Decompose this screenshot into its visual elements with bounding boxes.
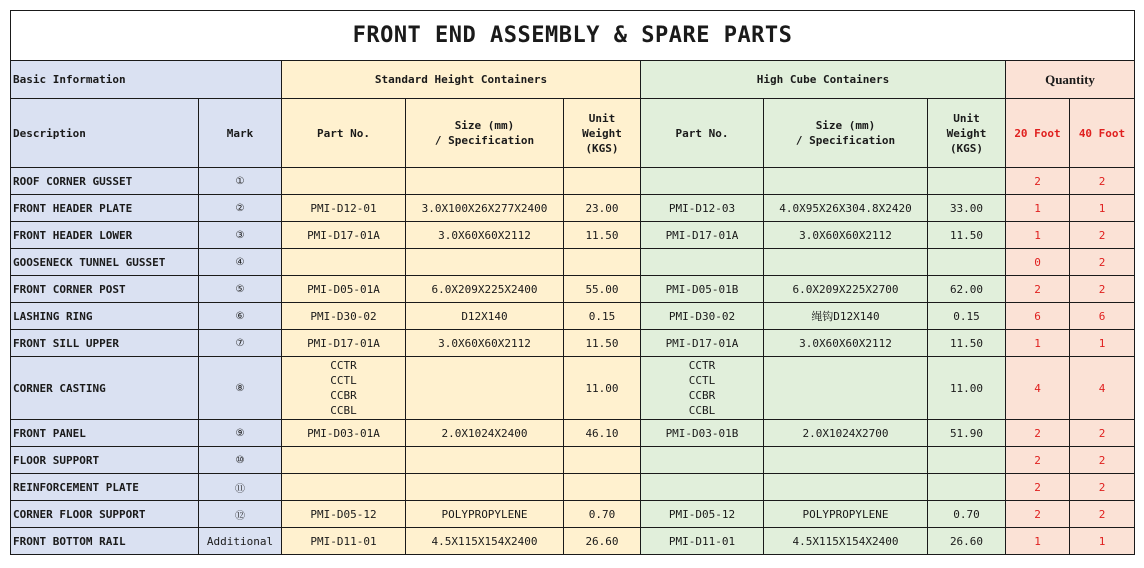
col-std-weight-line2: Weight [582, 126, 622, 140]
std-part-no-cell [282, 249, 406, 276]
column-header-row [11, 99, 1135, 168]
std-part-no-cell: PMI-D03-01A [282, 420, 406, 447]
hc-part-no-cell: PMI-D05-01B [641, 276, 764, 303]
qty-40-foot-cell: 1 [1070, 528, 1135, 555]
qty-20-foot-cell: 4 [1006, 357, 1070, 420]
std-size-cell: 2.0X1024X2400 [406, 420, 564, 447]
hc-part-no-cell: PMI-D11-01 [641, 528, 764, 555]
hc-size-cell: 3.0X60X60X2112 [764, 330, 928, 357]
table-row [11, 249, 1135, 276]
description-cell: FRONT CORNER POST [11, 276, 199, 303]
table-row [11, 357, 1135, 420]
qty-40-foot-cell: 2 [1070, 222, 1135, 249]
std-part-no-cell [282, 474, 406, 501]
table-row [11, 474, 1135, 501]
col-std-weight-line3: (KGS) [585, 141, 619, 155]
hc-part-no-cell [641, 357, 764, 420]
hc-weight-cell [928, 474, 1006, 501]
std-part-no-cell [282, 447, 406, 474]
description-cell: CORNER CASTING [11, 357, 199, 420]
col-description: Description [11, 99, 199, 168]
qty-20-foot-cell: 2 [1006, 447, 1070, 474]
hc-part-no-cell: PMI-D30-02 [641, 303, 764, 330]
hc-weight-cell: 0.70 [928, 501, 1006, 528]
std-weight-cell [564, 447, 641, 474]
col-hc-weight [928, 99, 1006, 168]
hc-part-no-cell-line: CCBR [688, 389, 716, 402]
qty-40-foot-cell: 2 [1070, 420, 1135, 447]
mark-cell: ④ [199, 249, 282, 276]
table-row [11, 222, 1135, 249]
std-size-cell [406, 357, 564, 420]
hc-part-no-cell [641, 447, 764, 474]
mark-cell: ① [199, 168, 282, 195]
hc-size-cell [764, 357, 928, 420]
hc-part-no-cell: PMI-D17-01A [641, 330, 764, 357]
hc-part-no-cell: PMI-D03-01B [641, 420, 764, 447]
group-quantity: Quantity [1006, 61, 1135, 99]
std-weight-cell [564, 249, 641, 276]
std-size-cell: 6.0X209X225X2400 [406, 276, 564, 303]
std-size-cell [406, 447, 564, 474]
hc-part-no-cell [641, 249, 764, 276]
description-cell: FRONT BOTTOM RAIL [11, 528, 199, 555]
std-size-cell: 3.0X60X60X2112 [406, 222, 564, 249]
qty-40-foot-cell: 6 [1070, 303, 1135, 330]
col-hc-size-line1: Size (mm) [815, 119, 876, 132]
mark-cell: ② [199, 195, 282, 222]
hc-part-no-cell: PMI-D05-12 [641, 501, 764, 528]
std-weight-cell: 0.70 [564, 501, 641, 528]
std-weight-cell: 11.50 [564, 222, 641, 249]
hc-size-cell: 2.0X1024X2700 [764, 420, 928, 447]
description-cell: FRONT HEADER LOWER [11, 222, 199, 249]
table-row [11, 330, 1135, 357]
qty-40-foot-cell: 2 [1070, 474, 1135, 501]
hc-weight-cell: 62.00 [928, 276, 1006, 303]
col-mark: Mark [199, 99, 282, 168]
hc-part-no-cell-line: CCBL [688, 404, 716, 417]
qty-20-foot-cell: 1 [1006, 330, 1070, 357]
qty-20-foot-cell: 6 [1006, 303, 1070, 330]
hc-size-cell [764, 249, 928, 276]
std-size-cell [406, 474, 564, 501]
std-weight-cell: 23.00 [564, 195, 641, 222]
std-part-no-cell: PMI-D12-01 [282, 195, 406, 222]
std-weight-cell: 46.10 [564, 420, 641, 447]
page-title: FRONT END ASSEMBLY & SPARE PARTS [11, 11, 1135, 61]
std-part-no-cell: PMI-D17-01A [282, 222, 406, 249]
table-row [11, 447, 1135, 474]
hc-size-cell [764, 474, 928, 501]
std-size-cell: 4.5X115X154X2400 [406, 528, 564, 555]
col-std-weight-line1: Unit [588, 111, 616, 125]
std-size-cell: 3.0X60X60X2112 [406, 330, 564, 357]
hc-size-cell: 3.0X60X60X2112 [764, 222, 928, 249]
spare-parts-table [10, 10, 1135, 555]
description-cell: FRONT PANEL [11, 420, 199, 447]
std-weight-cell [564, 168, 641, 195]
mark-cell: ⑪ [199, 474, 282, 501]
hc-part-no-cell [641, 474, 764, 501]
hc-weight-cell [928, 249, 1006, 276]
table-row [11, 168, 1135, 195]
qty-20-foot-cell: 1 [1006, 222, 1070, 249]
col-std-size-line1: Size (mm) [454, 119, 515, 132]
std-part-no-cell: PMI-D05-12 [282, 501, 406, 528]
qty-20-foot-cell: 1 [1006, 195, 1070, 222]
group-basic-information: Basic Information [11, 61, 282, 99]
col-hc-weight-line1: Unit [953, 111, 980, 125]
qty-40-foot-cell: 2 [1070, 276, 1135, 303]
mark-cell: Additional [199, 528, 282, 555]
qty-20-foot-cell: 2 [1006, 168, 1070, 195]
hc-part-no-cell: PMI-D12-03 [641, 195, 764, 222]
mark-cell: ③ [199, 222, 282, 249]
std-part-no-cell-line: CCTL [330, 374, 357, 387]
mark-cell: ⑥ [199, 303, 282, 330]
group-high-cube: High Cube Containers [641, 61, 1006, 99]
hc-size-cell [764, 447, 928, 474]
description-cell: FLOOR SUPPORT [11, 447, 199, 474]
description-cell: FRONT HEADER PLATE [11, 195, 199, 222]
hc-size-cell: 4.0X95X26X304.8X2420 [764, 195, 928, 222]
hc-weight-cell: 11.50 [928, 330, 1006, 357]
group-standard-height: Standard Height Containers [282, 61, 641, 99]
col-std-part-no: Part No. [282, 99, 406, 168]
group-header-row [11, 61, 1135, 99]
hc-weight-cell: 11.50 [928, 222, 1006, 249]
qty-40-foot-cell: 4 [1070, 357, 1135, 420]
mark-cell: ⑧ [199, 357, 282, 420]
table-body [11, 168, 1135, 555]
col-std-weight [564, 99, 641, 168]
hc-size-cell: 绳钩D12X140 [764, 303, 928, 330]
table-row [11, 195, 1135, 222]
std-size-cell [406, 168, 564, 195]
qty-40-foot-cell: 1 [1070, 195, 1135, 222]
qty-20-foot-cell: 2 [1006, 474, 1070, 501]
std-part-no-cell-line: CCBL [330, 404, 357, 417]
description-cell: REINFORCEMENT PLATE [11, 474, 199, 501]
std-size-cell: 3.0X100X26X277X2400 [406, 195, 564, 222]
table-row [11, 276, 1135, 303]
hc-weight-cell: 11.00 [928, 357, 1006, 420]
std-weight-cell: 26.60 [564, 528, 641, 555]
hc-weight-cell: 33.00 [928, 195, 1006, 222]
mark-cell: ⑤ [199, 276, 282, 303]
std-part-no-cell-line: CCBR [330, 389, 357, 402]
hc-part-no-cell [641, 168, 764, 195]
qty-40-foot-cell: 2 [1070, 168, 1135, 195]
qty-40-foot-cell: 2 [1070, 501, 1135, 528]
col-std-size [406, 99, 564, 168]
std-size-cell [406, 249, 564, 276]
qty-40-foot-cell: 2 [1070, 249, 1135, 276]
hc-weight-cell: 0.15 [928, 303, 1006, 330]
std-weight-cell [564, 474, 641, 501]
qty-20-foot-cell: 2 [1006, 276, 1070, 303]
description-cell: CORNER FLOOR SUPPORT [11, 501, 199, 528]
col-hc-weight-line3: (KGS) [949, 141, 984, 155]
std-weight-cell: 11.50 [564, 330, 641, 357]
table-row [11, 501, 1135, 528]
hc-size-cell: 6.0X209X225X2700 [764, 276, 928, 303]
hc-size-cell: 4.5X115X154X2400 [764, 528, 928, 555]
hc-part-no-cell-line: CCTR [688, 359, 716, 372]
qty-20-foot-cell: 1 [1006, 528, 1070, 555]
description-cell: LASHING RING [11, 303, 199, 330]
hc-size-cell [764, 168, 928, 195]
std-size-cell: D12X140 [406, 303, 564, 330]
hc-weight-cell: 51.90 [928, 420, 1006, 447]
std-part-no-cell [282, 168, 406, 195]
qty-40-foot-cell: 1 [1070, 330, 1135, 357]
std-part-no-cell-line: CCTR [330, 359, 357, 372]
std-weight-cell: 11.00 [564, 357, 641, 420]
description-cell: ROOF CORNER GUSSET [11, 168, 199, 195]
std-part-no-cell: PMI-D11-01 [282, 528, 406, 555]
col-std-size-line2: / Specification [434, 134, 535, 147]
hc-size-cell: POLYPROPYLENE [764, 501, 928, 528]
col-hc-size-line2: / Specification [795, 134, 896, 147]
col-hc-size [764, 99, 928, 168]
mark-cell: ⑫ [199, 501, 282, 528]
col-hc-part-no: Part No. [641, 99, 764, 168]
col-hc-weight-line2: Weight [946, 126, 987, 140]
qty-20-foot-cell: 0 [1006, 249, 1070, 276]
description-cell: GOOSENECK TUNNEL GUSSET [11, 249, 199, 276]
std-weight-cell: 55.00 [564, 276, 641, 303]
title-row [11, 11, 1135, 61]
mark-cell: ⑦ [199, 330, 282, 357]
hc-part-no-cell: PMI-D17-01A [641, 222, 764, 249]
std-part-no-cell: PMI-D05-01A [282, 276, 406, 303]
hc-weight-cell [928, 447, 1006, 474]
std-weight-cell: 0.15 [564, 303, 641, 330]
std-size-cell: POLYPROPYLENE [406, 501, 564, 528]
qty-40-foot-cell: 2 [1070, 447, 1135, 474]
mark-cell: ⑨ [199, 420, 282, 447]
table-row [11, 420, 1135, 447]
col-qty-40-foot: 40 Foot [1070, 99, 1135, 168]
description-cell: FRONT SILL UPPER [11, 330, 199, 357]
hc-part-no-cell-line: CCTL [688, 374, 716, 387]
table-row [11, 303, 1135, 330]
std-part-no-cell: PMI-D17-01A [282, 330, 406, 357]
hc-weight-cell [928, 168, 1006, 195]
mark-cell: ⑩ [199, 447, 282, 474]
col-qty-20-foot: 20 Foot [1006, 99, 1070, 168]
std-part-no-cell: PMI-D30-02 [282, 303, 406, 330]
table-row [11, 528, 1135, 555]
std-part-no-cell [282, 357, 406, 420]
qty-20-foot-cell: 2 [1006, 501, 1070, 528]
qty-20-foot-cell: 2 [1006, 420, 1070, 447]
hc-weight-cell: 26.60 [928, 528, 1006, 555]
